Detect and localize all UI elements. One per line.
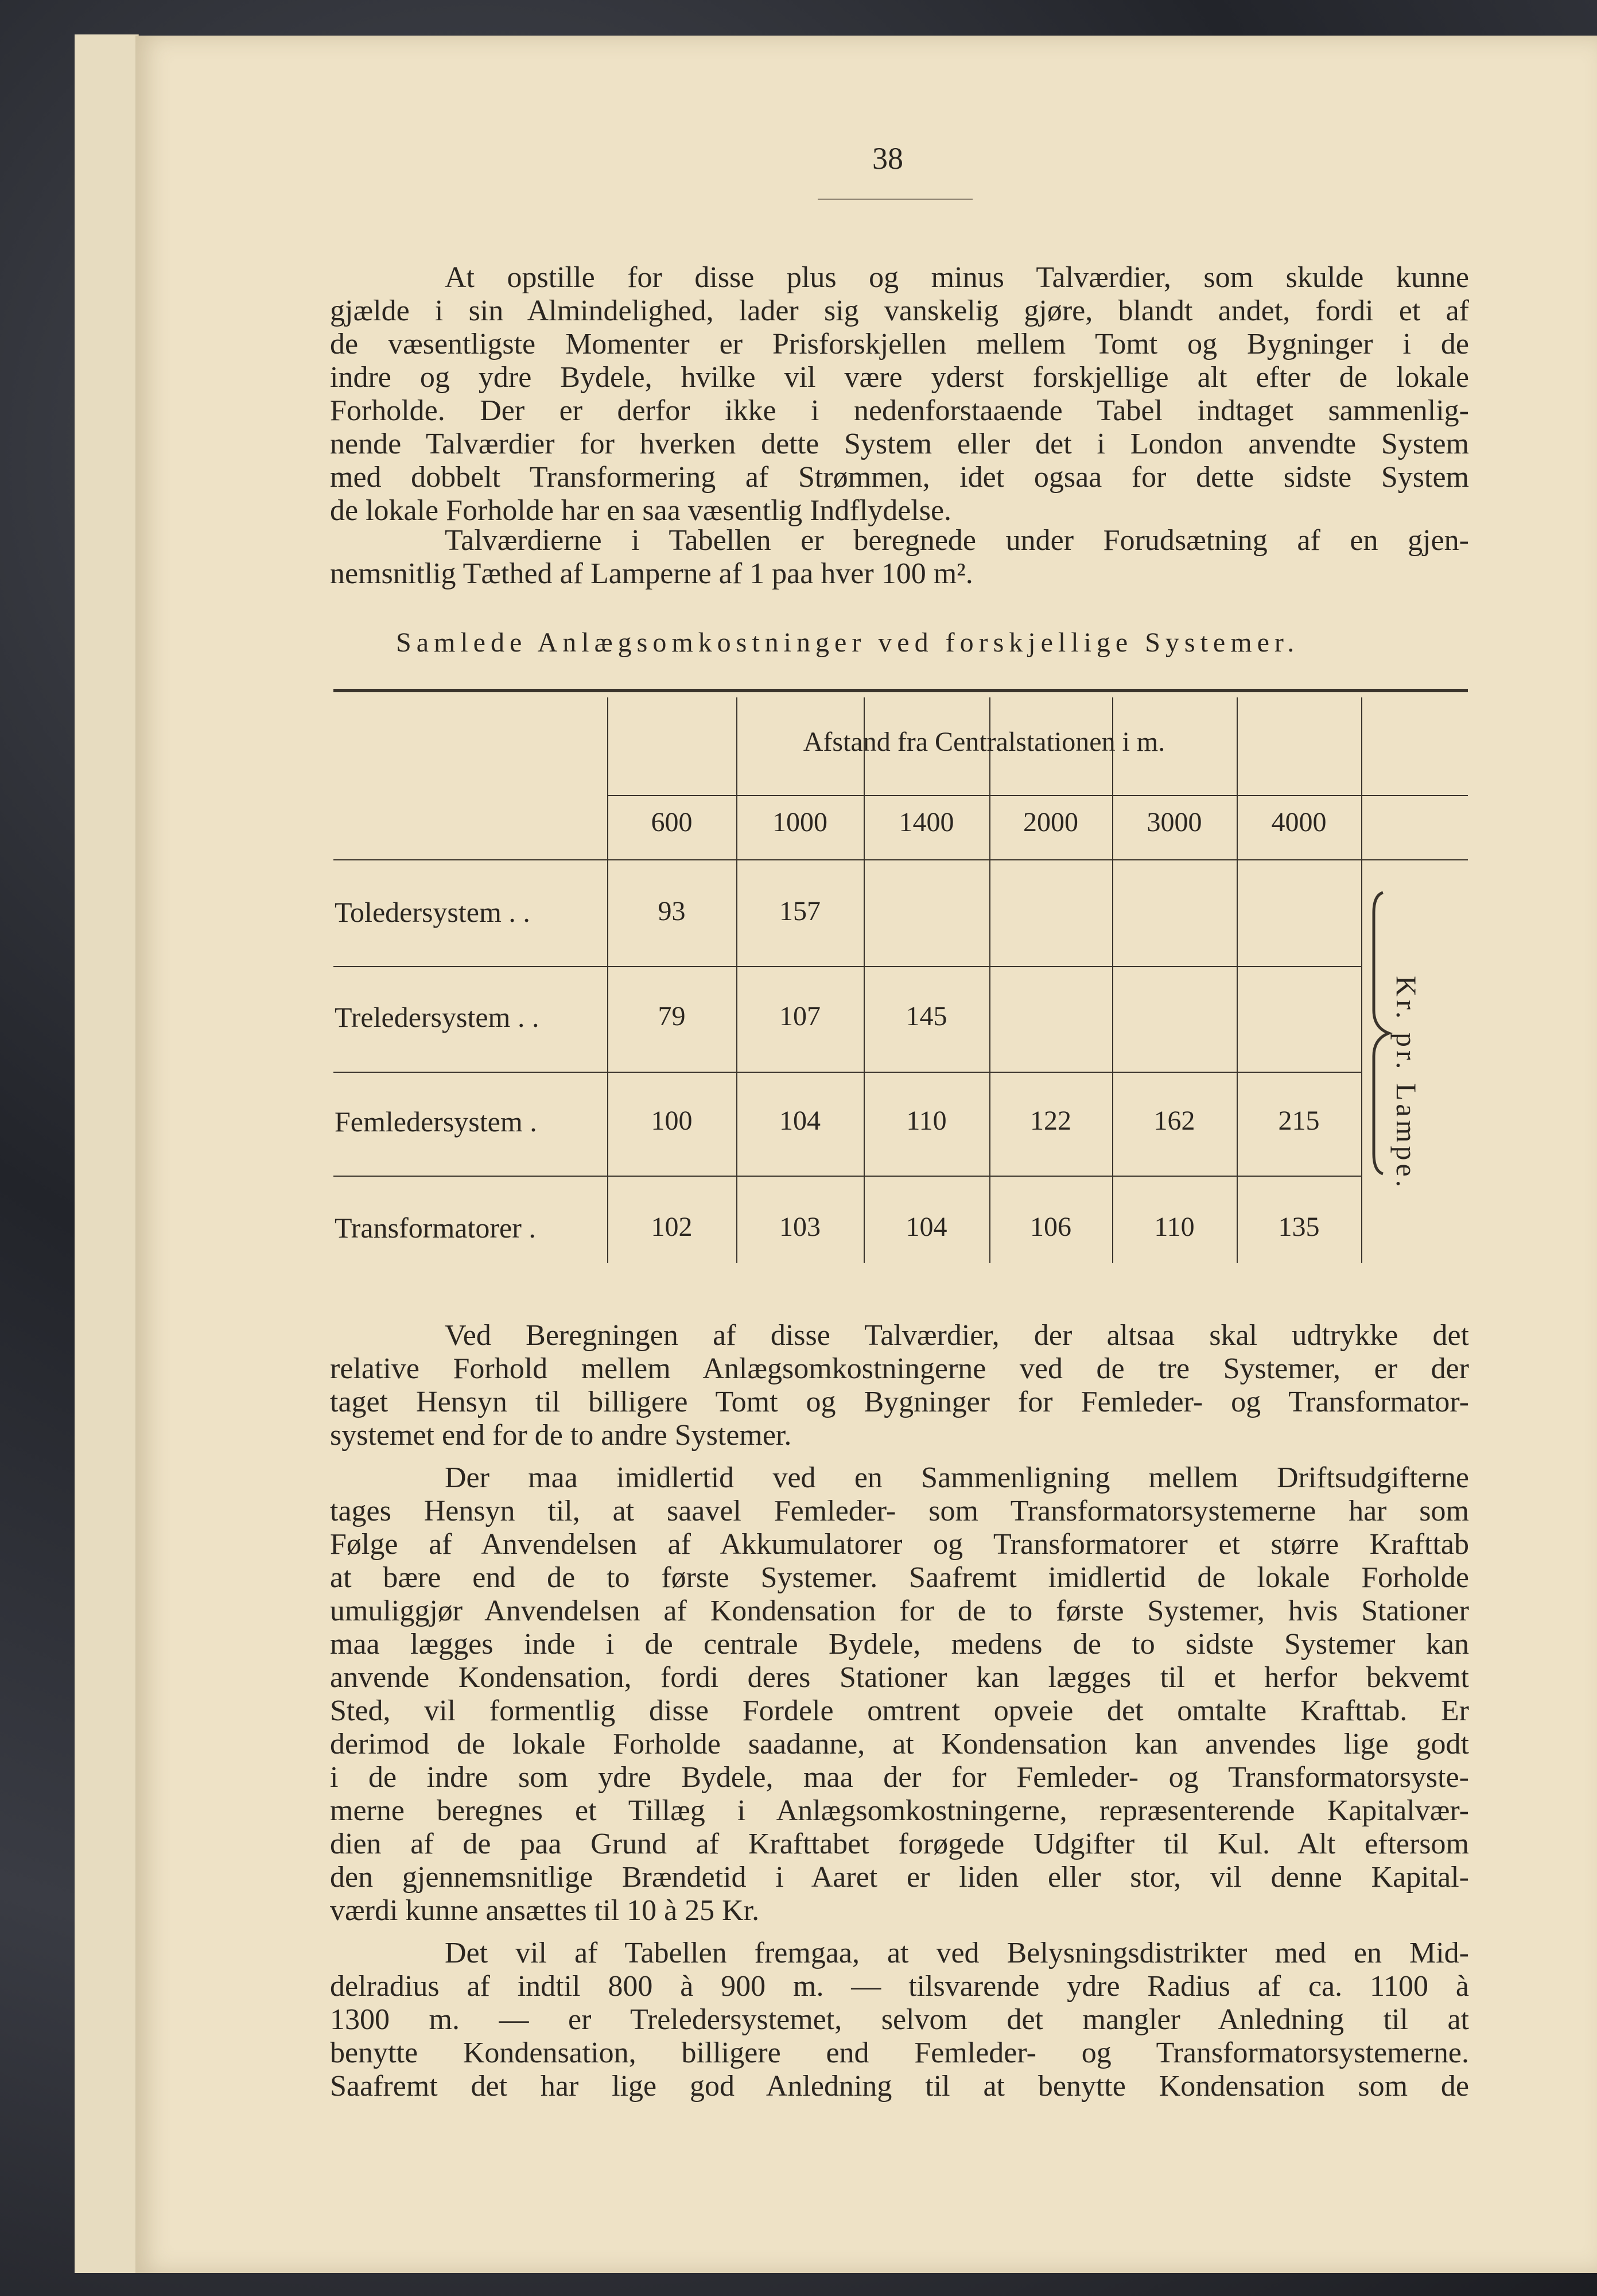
text-line: Talværdierne i Tabellen er beregnede under Forudsætning af en gjen- [445, 524, 1469, 557]
table-cell: 104 [779, 1106, 821, 1136]
table-cell: 100 [651, 1106, 693, 1136]
text-line: nende Talværdier for hverken dette System eller det i London anvendte System [330, 428, 1469, 460]
table-rule [736, 697, 737, 1263]
table-rule [607, 795, 1468, 796]
text-line: at bære end de to første Systemer. Saafremt imidlertid de lokale Forholde [330, 1561, 1469, 1594]
page-number: 38 [872, 141, 903, 176]
text-line: umuliggjør Anvendelsen af Kondensation for de to første Systemer, hvis Stationer [330, 1595, 1469, 1627]
row-label: Treledersystem . . [335, 1001, 539, 1033]
paragraph [330, 1319, 1469, 1452]
text-line: gjælde i sin Almindelighed, lader sig vanskelig gjøre, blandt andet, fordi et af [330, 294, 1469, 327]
table-rule [333, 859, 1468, 860]
column-header-1000: 1000 [772, 807, 827, 837]
column-group-header: Afstand fra Centralstationen i m. [803, 727, 1165, 757]
text-line: Følge af Anvendelsen af Akkumulatorer og Transformatorer et større Krafttab [330, 1528, 1469, 1561]
table-cell: 103 [779, 1212, 821, 1242]
column-header-3000: 3000 [1147, 807, 1202, 837]
text-line: maa lægges inde i de centrale Bydele, medens de to sidste Systemer kan [330, 1628, 1469, 1661]
page-edge [75, 34, 99, 2273]
table-cell: 110 [1154, 1212, 1195, 1242]
text-line: Ved Beregningen af disse Talværdier, der altsaa skal udtrykke det [445, 1319, 1469, 1352]
table-cell: 145 [906, 1001, 947, 1031]
paragraph [330, 524, 1469, 591]
table-cell: 157 [779, 896, 821, 926]
text-line: derimod de lokale Forholde saadanne, at Kondensation kan anvendes lige godt [330, 1728, 1469, 1760]
text-line: i de indre som ydre Bydele, maa der for Femleder- og Transformatorsyste- [330, 1761, 1469, 1794]
unit-label: Kr. pr. Lampe. [1390, 976, 1423, 1191]
text-line: Der maa imidlertid ved en Sammenligning mellem Driftsudgifterne [445, 1461, 1469, 1494]
text-line: 1300 m. — er Treledersystemet, selvom det mangler Anledning til at [330, 2003, 1469, 2036]
text-line: dien af de paa Grund af Krafttabet forøgede Udgifter til Kul. Alt eftersom [330, 1828, 1469, 1860]
table-rule [333, 1176, 1361, 1177]
text-line: Det vil af Tabellen fremgaa, at ved Belysningsdistrikter med en Mid- [445, 1937, 1469, 1969]
text-line: med dobbelt Transformering af Strømmen, idet ogsaa for dette sidste System [330, 461, 1469, 494]
text-line: Forholde. Der er derfor ikke i nedenforstaaende Tabel indtaget sammenlig- [330, 394, 1469, 427]
paragraph [330, 1937, 1469, 2103]
table-rule [864, 697, 865, 1263]
table-rule [333, 689, 1468, 692]
column-header-2000: 2000 [1023, 807, 1078, 837]
table-title: Samlede Anlægsomkostninger ved forskjellige Systemer. [396, 627, 1300, 658]
table-rule [607, 697, 608, 1263]
text-line: Saafremt det har lige god Anledning til at benytte Kondensation som de [330, 2070, 1469, 2103]
column-header-1400: 1400 [899, 807, 954, 837]
table-rule [1361, 697, 1362, 1263]
table-rule [1112, 697, 1113, 1263]
row-label: Transformatorer . [335, 1212, 536, 1244]
divider [818, 199, 973, 200]
paragraph [330, 1461, 1469, 1927]
table-cell: 107 [779, 1001, 821, 1031]
table-rule [333, 1072, 1361, 1073]
table-rule [989, 697, 990, 1263]
text-line: de væsentligste Momenter er Prisforskjellen mellem Tomt og Bygninger i de [330, 328, 1469, 360]
text-line: taget Hensyn til billigere Tomt og Bygninger for Femleder- og Transformator- [330, 1386, 1469, 1418]
text-line: At opstille for disse plus og minus Talværdier, som skulde kunne [445, 261, 1469, 294]
text-line: merne beregnes et Tillæg i Anlægsomkostningerne, repræsenterende Kapitalvær- [330, 1794, 1469, 1827]
text-line: indre og ydre Bydele, hvilke vil være yderst forskjellige alt efter de lokale [330, 361, 1469, 394]
table-cell: 162 [1153, 1106, 1195, 1136]
row-label: Femledersystem . [335, 1106, 537, 1138]
column-header-600: 600 [651, 807, 693, 837]
table-cell: 135 [1278, 1212, 1320, 1242]
table-cell: 110 [906, 1106, 947, 1136]
table-rule [333, 966, 1361, 967]
column-header-4000: 4000 [1271, 807, 1327, 837]
table-cell: 104 [906, 1212, 947, 1242]
text-line: benytte Kondensation, billigere end Femleder- og Transformatorsystemerne. [330, 2037, 1469, 2069]
text-line: den gjennemsnitlige Brændetid i Aaret er liden eller stor, vil denne Kapital- [330, 1861, 1469, 1894]
page-edge [98, 34, 122, 2273]
text-line: systemet end for de to andre Systemer. [330, 1419, 792, 1452]
table-cell: 122 [1030, 1106, 1071, 1136]
text-line: Sted, vil formentlig disse Fordele omtrent opveie det omtalte Krafttab. Er [330, 1694, 1469, 1727]
table-cell: 102 [651, 1212, 693, 1242]
table-cell: 106 [1030, 1212, 1071, 1242]
text-line: de lokale Forholde har en saa væsentlig Indflydelse. [330, 494, 952, 527]
table-cell: 93 [658, 896, 686, 926]
text-line: anvende Kondensation, fordi deres Stationer kan lægges til et herfor bekvemt [330, 1661, 1469, 1694]
text-line: delradius af indtil 800 à 900 m. — tilsvarende ydre Radius af ca. 1100 à [330, 1970, 1469, 2003]
text-line: relative Forhold mellem Anlægsomkostningerne ved de tre Systemer, er der [330, 1352, 1469, 1385]
table-cell: 79 [658, 1001, 686, 1031]
text-line: tages Hensyn til, at saavel Femleder- som Transformatorsystemerne har som [330, 1495, 1469, 1527]
row-label: Toledersystem . . [335, 896, 530, 928]
table-rule [1237, 697, 1238, 1263]
paragraph [330, 261, 1469, 528]
text-line: nemsnitlig Tæthed af Lamperne af 1 paa hver 100 m². [330, 557, 973, 590]
table-cell: 215 [1278, 1106, 1320, 1136]
text-line: værdi kunne ansættes til 10 à 25 Kr. [330, 1894, 760, 1927]
